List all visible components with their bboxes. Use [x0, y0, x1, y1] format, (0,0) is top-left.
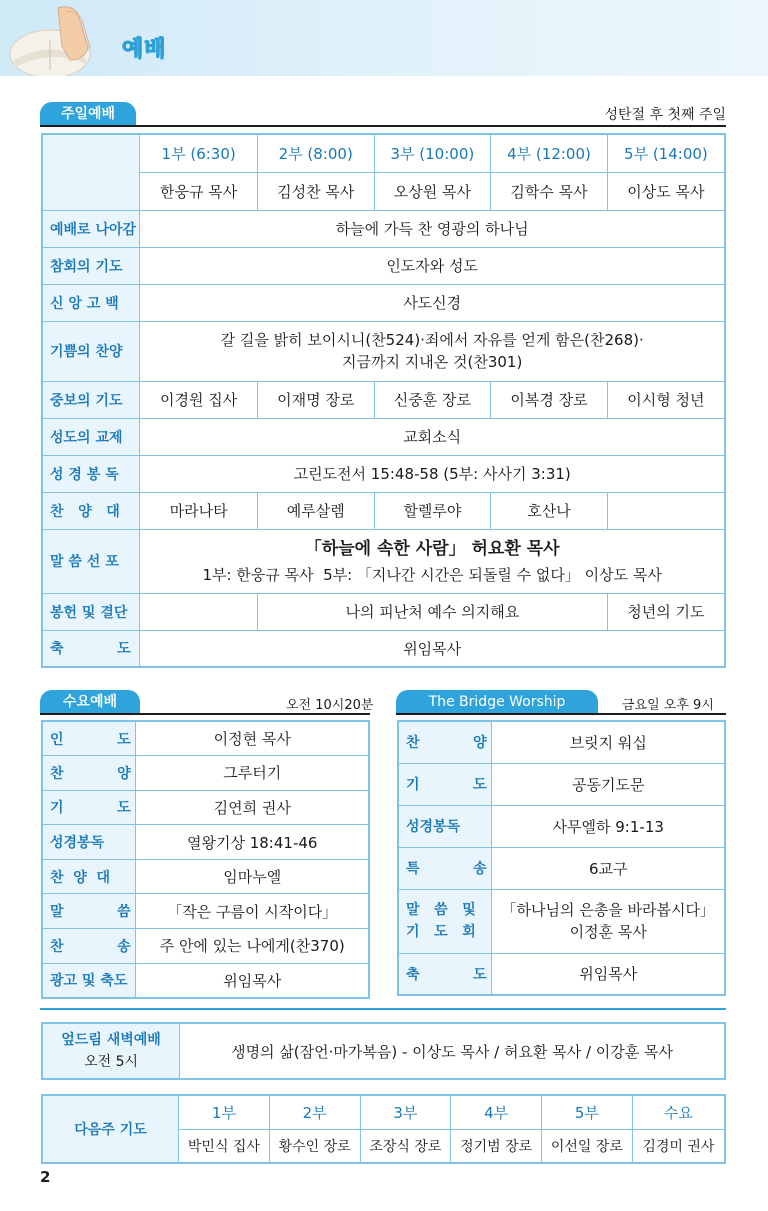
pastor-5: 이상도 목사 — [607, 172, 725, 210]
hymn-line-1: 갈 길을 밝히 보이시니(찬524)·죄에서 자유를 얻게 함은(찬268)· — [220, 331, 644, 349]
hymn-line-2: 지금까지 지내온 것(찬301) — [342, 353, 523, 371]
bridge-sermon-pastor: 이정훈 목사 — [569, 923, 647, 941]
bridge-value: 6교구 — [492, 847, 725, 889]
bridge-label: 특 송 — [398, 847, 492, 889]
row-value: 사도신경 — [140, 284, 725, 321]
bridge-label-line: 기 도 회 — [406, 924, 476, 940]
bridge-value — [492, 889, 725, 953]
nextweek-name-6: 김경미 권사 — [632, 1129, 725, 1163]
row-label: 찬 양 대 — [42, 492, 140, 529]
section-divider — [40, 1008, 726, 1010]
row-label: 성 경 봉 독 — [42, 455, 140, 492]
row-label: 중보의 기도 — [42, 381, 140, 418]
wednesday-value: 위임목사 — [136, 963, 369, 998]
nextweek-table — [41, 1094, 726, 1164]
row-label: 신 앙 고 백 — [42, 284, 140, 321]
service-2: 2부 (8:00) — [257, 134, 374, 172]
bridge-label-line: 말 씀 및 — [406, 902, 476, 918]
nextweek-name-4: 정기범 장로 — [451, 1129, 542, 1163]
row-label: 말 씀 선 포 — [42, 529, 140, 593]
dawn-label-cell — [42, 1023, 180, 1079]
nextweek-name-1: 박민식 집사 — [179, 1129, 270, 1163]
bridge-label — [398, 889, 492, 953]
intercessor-1: 이경원 집사 — [140, 381, 258, 418]
page-title: 예배 — [122, 37, 167, 62]
page-number: 2 — [40, 1168, 51, 1186]
bridge-table — [397, 720, 726, 996]
nextweek-name-5: 이선일 장로 — [542, 1129, 633, 1163]
bridge-value: 사무엘하 9:1-13 — [492, 805, 725, 847]
row-value — [140, 529, 725, 593]
offering-youth: 청년의 기도 — [607, 593, 725, 630]
nextweek-label: 다음주 기도 — [42, 1095, 179, 1163]
service-3: 3부 (10:00) — [374, 134, 491, 172]
choir-3: 할렐루야 — [374, 492, 491, 529]
row-value: 고린도전서 15:48-58 (5부: 사사기 3:31) — [140, 455, 725, 492]
dawn-table — [41, 1022, 726, 1080]
choir-5 — [607, 492, 725, 529]
bridge-label: 기 도 — [398, 763, 492, 805]
nextweek-head-6: 수요 — [632, 1095, 725, 1129]
row-value: 하늘에 가득 찬 영광의 하나님 — [140, 210, 725, 247]
divider — [40, 125, 726, 127]
wednesday-label: 말 씀 — [42, 894, 136, 929]
praying-hands-bible-icon — [6, 2, 110, 76]
sermon-sub: 1부: 한웅규 목사 5부: 「지나간 시간은 되돌릴 수 없다」 이상도 목사 — [202, 566, 662, 584]
row-label: 성도의 교제 — [42, 418, 140, 455]
bridge-value: 공동기도문 — [492, 763, 725, 805]
bridge-sermon-title: 「하나님의 은총을 바라봅시다」 — [501, 901, 715, 919]
row-label: 축 도 — [42, 630, 140, 667]
wednesday-tab: 수요예배 — [40, 690, 140, 714]
row-label: 참회의 기도 — [42, 247, 140, 284]
bridge-label: 찬 양 — [398, 721, 492, 763]
wednesday-label: 성경봉독 — [42, 825, 136, 860]
pastor-4: 김학수 목사 — [491, 172, 608, 210]
wednesday-table — [41, 720, 370, 999]
dawn-value: 생명의 삶(잠언·마가복음) - 이상도 목사 / 허요환 목사 / 이강훈 목사 — [180, 1023, 725, 1079]
wednesday-label: 기 도 — [42, 790, 136, 825]
wednesday-value: 임마누엘 — [136, 859, 369, 894]
intercessor-3: 신중훈 장로 — [374, 381, 491, 418]
pastor-2: 김성찬 목사 — [257, 172, 374, 210]
empty-cell — [140, 593, 258, 630]
nextweek-head-1: 1부 — [179, 1095, 270, 1129]
wednesday-label: 광고 및 축도 — [42, 963, 136, 998]
row-value: 인도자와 성도 — [140, 247, 725, 284]
wednesday-value: 김연희 권사 — [136, 790, 369, 825]
nextweek-head-2: 2부 — [269, 1095, 360, 1129]
row-label: 봉헌 및 결단 — [42, 593, 140, 630]
row-value: 교회소식 — [140, 418, 725, 455]
intercessor-2: 이재명 장로 — [257, 381, 374, 418]
sunday-table — [41, 133, 726, 668]
service-4: 4부 (12:00) — [491, 134, 608, 172]
wednesday-label: 찬 양 대 — [42, 859, 136, 894]
divider — [40, 713, 370, 715]
choir-1: 마라나타 — [140, 492, 258, 529]
row-label: 예배로 나아감 — [42, 210, 140, 247]
wednesday-value: 주 안에 있는 나에게(찬370) — [136, 929, 369, 964]
nextweek-name-2: 황수인 장로 — [269, 1129, 360, 1163]
bridge-label: 성경봉독 — [398, 805, 492, 847]
bridge-value: 브릿지 워십 — [492, 721, 725, 763]
divider — [396, 713, 726, 715]
wednesday-value: 「작은 구름이 시작이다」 — [136, 894, 369, 929]
sermon-title: 「하늘에 속한 사람」 허요환 목사 — [304, 539, 560, 559]
service-1: 1부 (6:30) — [140, 134, 258, 172]
nextweek-name-3: 조장식 장로 — [360, 1129, 451, 1163]
service-5: 5부 (14:00) — [607, 134, 725, 172]
wednesday-label: 찬 양 — [42, 756, 136, 791]
intercessor-4: 이복경 장로 — [491, 381, 608, 418]
bridge-value: 위임목사 — [492, 953, 725, 995]
bridge-label: 축 도 — [398, 953, 492, 995]
row-label: 기쁨의 찬양 — [42, 321, 140, 381]
wednesday-value: 이정현 목사 — [136, 721, 369, 756]
row-value: 위임목사 — [140, 630, 725, 667]
sunday-note: 성탄절 후 첫째 주일 — [604, 107, 726, 123]
row-value — [140, 321, 725, 381]
dawn-label: 엎드림 새벽예배 — [61, 1032, 161, 1048]
page-header — [0, 0, 768, 76]
dawn-time: 오전 5시 — [84, 1054, 139, 1070]
wednesday-value: 열왕기상 18:41-46 — [136, 825, 369, 860]
nextweek-head-3: 3부 — [360, 1095, 451, 1129]
corner-cell — [42, 134, 140, 210]
offering-song: 나의 피난처 예수 의지해요 — [257, 593, 607, 630]
wednesday-note: 오전 10시20분 — [286, 698, 374, 713]
bridge-tab: The Bridge Worship — [396, 690, 598, 714]
nextweek-head-5: 5부 — [542, 1095, 633, 1129]
pastor-3: 오상원 목사 — [374, 172, 491, 210]
choir-4: 호산나 — [491, 492, 608, 529]
wednesday-value: 그루터기 — [136, 756, 369, 791]
sunday-tab: 주일예배 — [40, 102, 136, 126]
pastor-1: 한웅규 목사 — [140, 172, 258, 210]
intercessor-5: 이시형 청년 — [607, 381, 725, 418]
wednesday-label: 찬 송 — [42, 929, 136, 964]
nextweek-head-4: 4부 — [451, 1095, 542, 1129]
choir-2: 예루살렘 — [257, 492, 374, 529]
bridge-note: 금요일 오후 9시 — [622, 698, 714, 713]
wednesday-label: 인 도 — [42, 721, 136, 756]
